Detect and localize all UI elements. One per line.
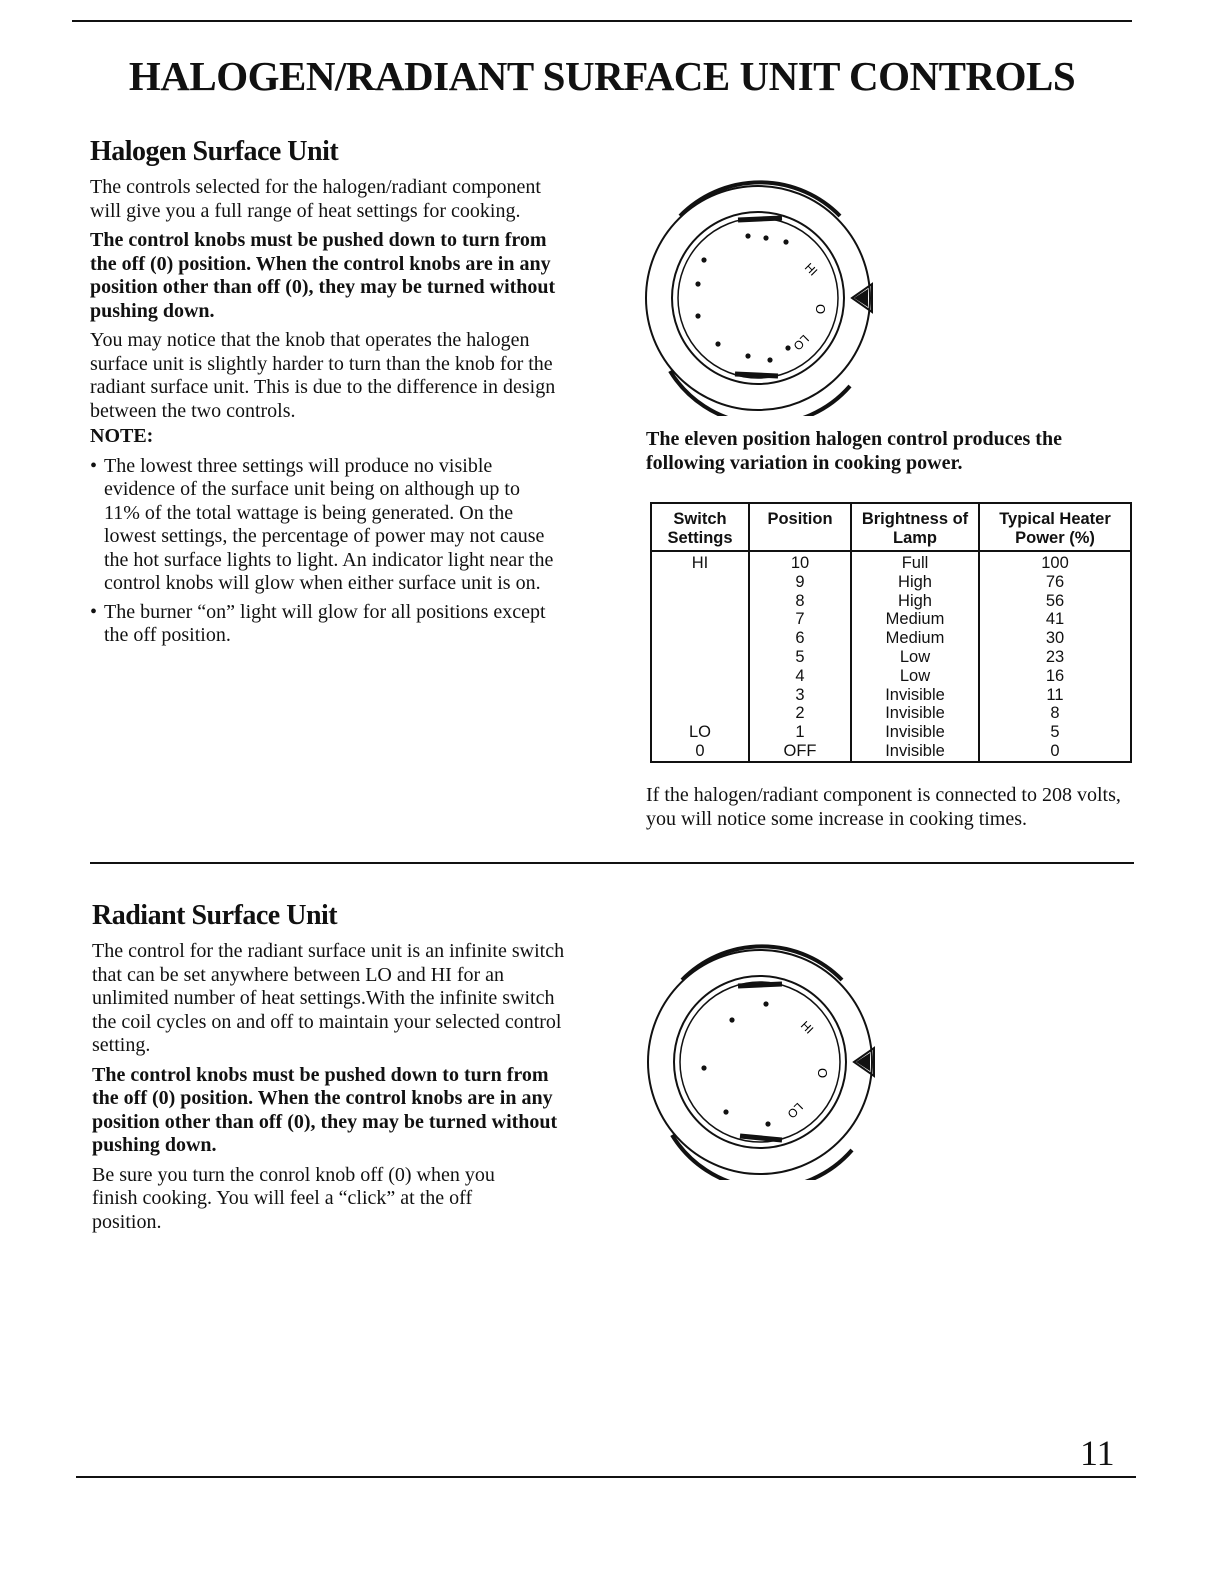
radiant-intro: The control for the radiant surface unit is an infinite switch that can be set anywhere between LO and HI for an unlimited number of heat settings.With the infinite switch the coil cycles on and off to maintain your selected control setting.: [92, 940, 565, 1056]
header-heater-power: Typical Heater Power (%): [979, 503, 1131, 551]
halogen-push-warning: The control knobs must be pushed down to turn from the off (0) position. When the control knobs are in any position other than off (0), they may be turned without pushing down.: [90, 229, 556, 322]
halogen-knob-note: You may notice that the knob that operates the halogen surface unit is slightly harder to turn than the knob for the radiant surface unit. This is due to the difference in design between the two controls.: [90, 329, 556, 422]
halogen-knob-illustration: [640, 176, 880, 416]
knob-hi-label: HI: [797, 1018, 817, 1037]
voltage-note: If the halogen/radiant component is connected to 208 volts, you will notice some increase in cooking times.: [646, 784, 1121, 830]
table-row: 0 OFF Invisible 0: [651, 742, 1131, 762]
header-switch-settings: Switch Settings: [651, 503, 749, 551]
note-list: [90, 455, 560, 648]
page-title: HALOGEN/RADIANT SURFACE UNIT CONTROLS: [128, 53, 1076, 99]
radiant-heading: Radiant Surface Unit: [92, 900, 338, 931]
table-row: 7 Medium 41: [651, 610, 1131, 629]
list-item: • The burner “on” light will glow for all positions except the off position.: [90, 601, 560, 648]
header-brightness: Brightness of Lamp: [851, 503, 979, 551]
halogen-heading: Halogen Surface Unit: [90, 136, 339, 167]
radiant-push-warning: The control knobs must be pushed down to turn from the off (0) position. When the control knobs are in any position other than off (0), they may be turned without pushing down.: [92, 1063, 558, 1156]
table-row: 3 Invisible 11: [651, 686, 1131, 705]
table-row: 6 Medium 30: [651, 629, 1131, 648]
table-caption: The eleven position halogen control produces the following variation in cooking power.: [646, 428, 1062, 474]
table-row: 2 Invisible 8: [651, 704, 1131, 723]
note-label: NOTE:: [90, 425, 154, 447]
table-row: 9 High 76: [651, 573, 1131, 592]
section-divider: [90, 862, 1134, 864]
list-item: • The lowest three settings will produce no visible evidence of the surface unit being on although up to 11% of the total wattage is being generated. On the lowest settings, the percentage of power may not cause the hot surface lights to light. An indicator light near the control knobs will glow when either surface unit is on.: [90, 455, 560, 596]
radiant-off-note: Be sure you turn the conrol knob off (0) when you finish cooking. You will feel a “click” at the off position.: [92, 1163, 495, 1233]
knob-lo-label: LO: [784, 1099, 806, 1122]
top-rule: [72, 20, 1132, 22]
table-row: 4 Low 16: [651, 667, 1131, 686]
header-position: Position: [749, 503, 851, 551]
page-number: 11: [1080, 1433, 1115, 1473]
knob-off-label: O: [813, 304, 828, 315]
halogen-text: [90, 176, 568, 653]
bottom-rule: [76, 1476, 1136, 1478]
knob-off-label: O: [815, 1068, 830, 1079]
table-row: 5 Low 23: [651, 648, 1131, 667]
table-row: HI 10 Full 100: [651, 551, 1131, 573]
table-row: LO 1 Invisible 5: [651, 723, 1131, 742]
radiant-text: [92, 940, 570, 1234]
radiant-knob-illustration: [642, 940, 882, 1180]
table-header-row: [651, 503, 1131, 551]
power-table: [650, 502, 1132, 763]
knob-hi-label: HI: [801, 260, 821, 279]
table-row: 8 High 56: [651, 592, 1131, 611]
halogen-intro: The controls selected for the halogen/radiant component will give you a full range of heat settings for cooking.: [90, 176, 541, 222]
knob-lo-label: LO: [790, 331, 812, 354]
